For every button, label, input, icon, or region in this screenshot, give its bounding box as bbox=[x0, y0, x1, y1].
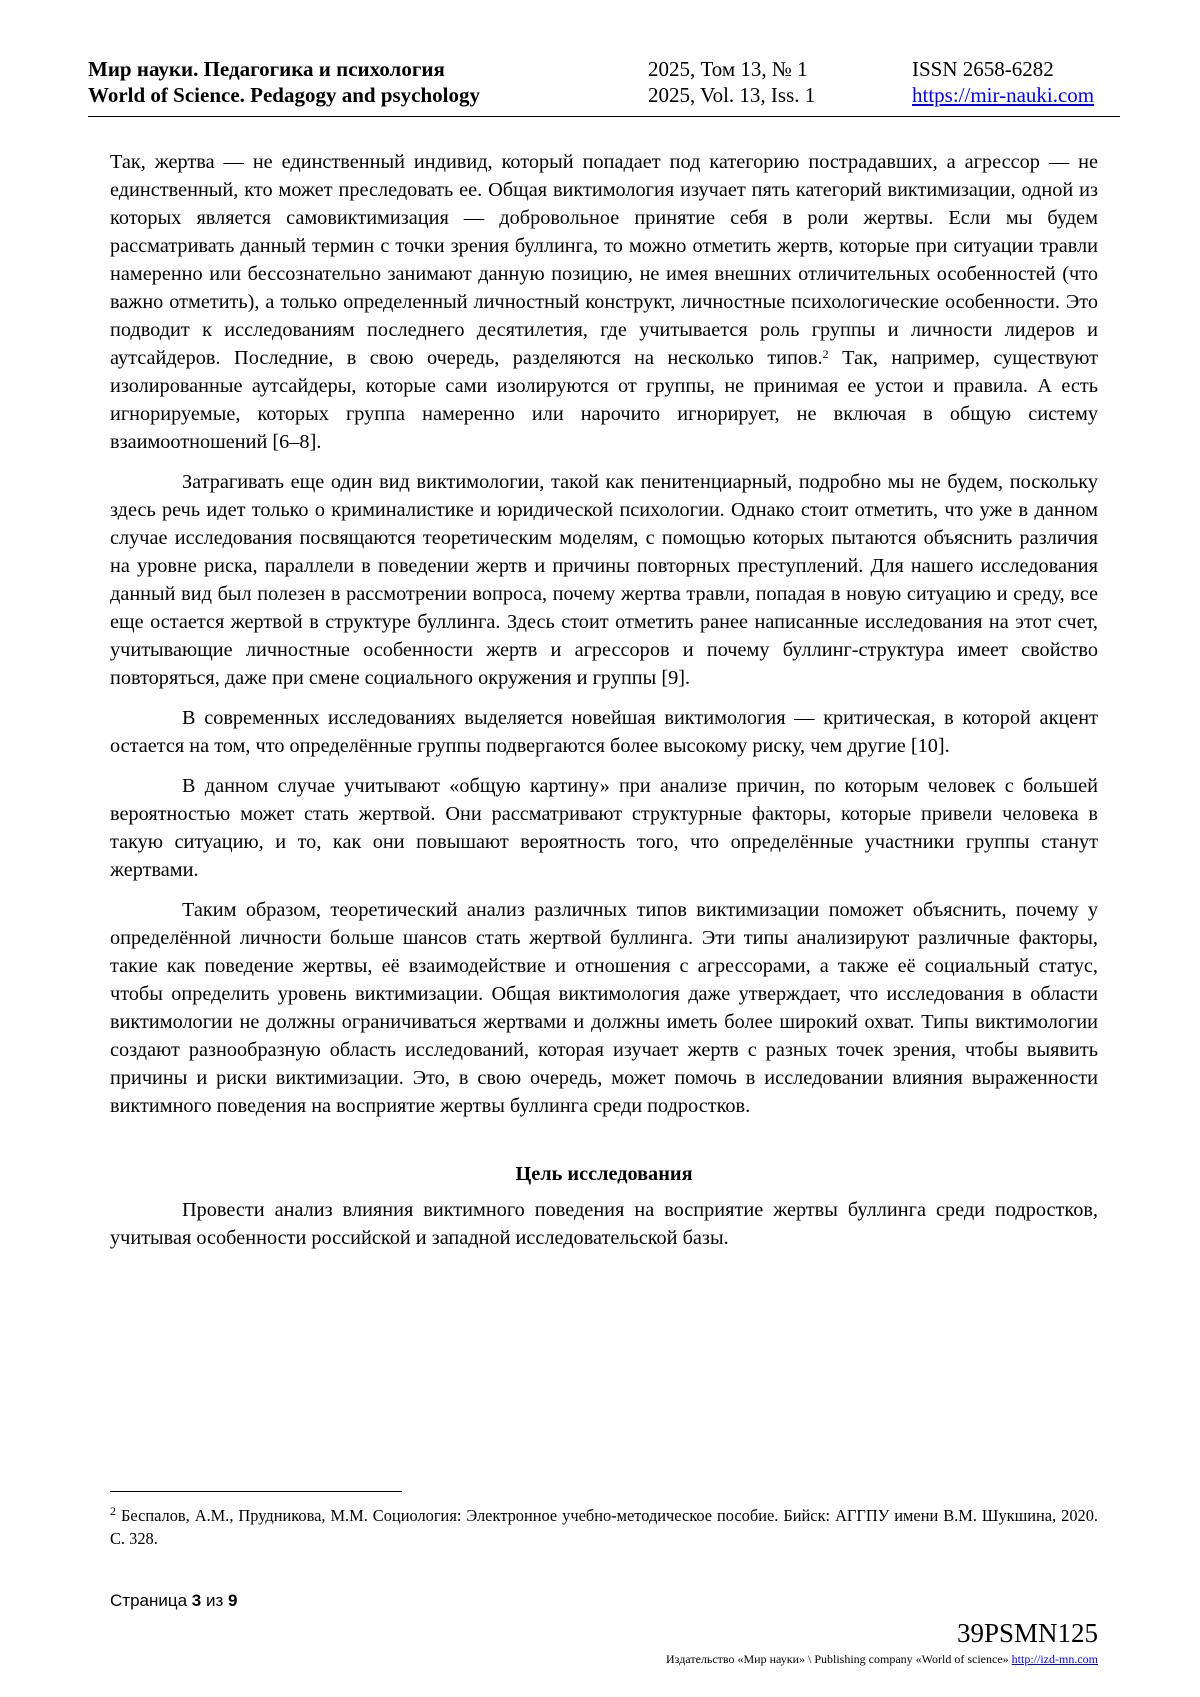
paragraph-1-continuation: Так, например, существуют изолированные аутсайдеры, которые сами изолируются от группы, не принимая ее устои и правила. А есть игнорируемые, которых группа намеренно или нарочито игнорирует, не включая в общую систему взаимоотношений [6–8]. bbox=[110, 347, 1098, 453]
footnote-text: Беспалов, А.М., Прудникова, М.М. Социология: Электронное учебно-методическое пособие. Бийск: АГГПУ имени В.М. Шукшина, 2020. С. 328. bbox=[110, 1506, 1098, 1548]
journal-header bbox=[88, 56, 1120, 117]
article-body bbox=[110, 148, 1098, 1264]
paragraph-5: Таким образом, теоретический анализ различных типов виктимизации поможет объяснить, почему у определённой личности больше шансов стать жертвой буллинга. Эти типы анализируют различные факторы, такие как поведение жертвы, её взаимодействие и отношения с агрессорами, а также её социальный статус, чтобы определить уровень виктимизации. Общая виктимология даже утверждает, что исследования в области виктимологии не должны ограничиваться жертвами и должны иметь более широкий охват. Типы виктимологии создают разнообразную область исследований, которая изучает жертв с разных точек зрения, чтобы выявить причины и риски виктимизации. Это, в свою очередь, может помочь в исследовании влияния выраженности виктимного поведения на восприятие жертвы буллинга среди подростков. bbox=[110, 899, 1098, 1117]
publisher-line bbox=[666, 1652, 1098, 1667]
paragraph-4: В данном случае учитывают «общую картину» при анализе причин, по которым человек с большей вероятностью может стать жертвой. Они рассматривают структурные факторы, которые привели человека в такую ситуацию, и то, как они повышают вероятность того, что определённые участники группы станут жертвами. bbox=[110, 775, 1098, 881]
page-current: 3 bbox=[191, 1591, 202, 1610]
paragraph-1-text: Так, жертва — не единственный индивид, который попадает под категорию пострадавших, а агрессор — не единственный, кто может преследовать ее. Общая виктимология изучает пять категорий виктимизации, одной из которых является самовиктимизация — добровольное принятие себя в роли жертвы. Если мы будем рассматривать данный термин с точки зрения буллинга, то можно отметить жертв, которые при ситуации травли намеренно или бессознательно занимают данную позицию, не имея внешних отличительных особенностей (что важно отметить), а только определенный личностный конструкт, личностные психологические особенности. Это подводит к исследованиям последнего десятилетия, где учитывается роль группы и личности лидеров и аутсайдеров. Последние, в свою очередь, разделяются на несколько типов. bbox=[110, 151, 1098, 369]
publisher-link[interactable]: http://izd-mn.com bbox=[1011, 1652, 1098, 1666]
paragraph-6: Провести анализ влияния виктимного поведения на восприятие жертвы буллинга среди подростков, учитывая особенности российской и западной исследовательской базы. bbox=[110, 1199, 1098, 1249]
publisher-text: Издательство «Мир науки» \ Publishing company «World of science» bbox=[666, 1652, 1012, 1666]
issn-block bbox=[912, 56, 1094, 108]
page-of: из bbox=[201, 1591, 228, 1610]
journal-title-block bbox=[88, 56, 480, 108]
footnote-ref-2[interactable]: 2 bbox=[822, 347, 829, 361]
journal-title-en: World of Science. Pedagogy and psychology bbox=[88, 83, 481, 107]
paragraph-3: В современных исследованиях выделяется новейшая виктимология — критическая, в которой акцент остается на том, что определённые группы подвергаются более высокому риску, чем другие [10]. bbox=[110, 707, 1098, 757]
issue-block bbox=[648, 56, 815, 108]
article-code: 39PSMN125 bbox=[956, 1618, 1098, 1648]
page-number bbox=[110, 1591, 237, 1611]
page-label: Страница bbox=[110, 1591, 192, 1610]
page-total: 9 bbox=[228, 1591, 238, 1610]
paragraph-2: Затрагивать еще один вид виктимологии, такой как пенитенциарный, подробно мы не будем, поскольку здесь речь идет только о криминалистике и юридической психологии. Однако стоит отметить, что уже в данном случае исследования посвящаются теоретическим моделям, с помощью которых пытаются объяснить различия на уровне риска, параллели в поведении жертв и причины повторных преступлений. Для нашего исследования данный вид был полезен в рассмотрении вопроса, почему жертва травли, попадая в новую ситуацию и среду, все еще остается жертвой в структуре буллинга. Здесь стоит отметить ранее написанные исследования на этот счет, учитывающие личностные особенности жертв и агрессоров и почему буллинг-структура имеет свойство повторяться, даже при смене социального окружения и группы [9]. bbox=[110, 471, 1098, 689]
section-heading-goal: Цель исследования bbox=[515, 1163, 693, 1185]
issn: ISSN 2658-6282 bbox=[912, 57, 1054, 81]
footnote-mark: 2 bbox=[110, 1504, 116, 1518]
issue-ru: 2025, Том 13, № 1 bbox=[648, 57, 808, 81]
issue-en: 2025, Vol. 13, Iss. 1 bbox=[648, 83, 816, 107]
footnote-2 bbox=[110, 1504, 1098, 1550]
journal-site-link[interactable]: https://mir-nauki.com bbox=[912, 83, 1095, 107]
footnote-separator bbox=[110, 1491, 402, 1492]
journal-title-ru: Мир науки. Педагогика и психология bbox=[88, 57, 445, 81]
paragraph-1 bbox=[110, 148, 1098, 456]
